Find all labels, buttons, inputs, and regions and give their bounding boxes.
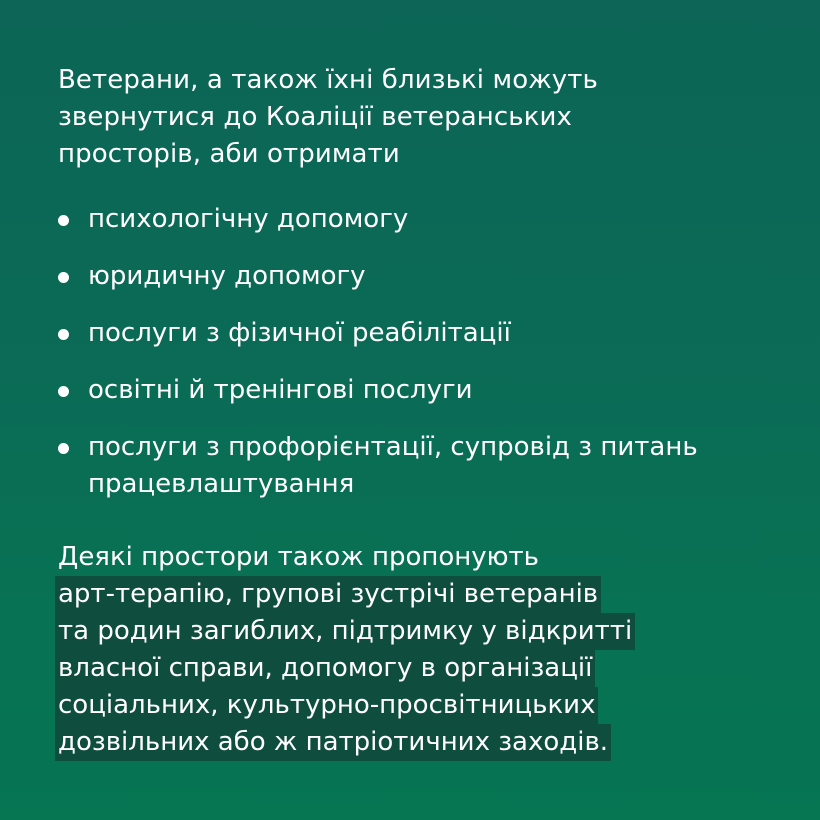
service-label: юридичну допомогу bbox=[88, 261, 366, 291]
bullet-dot-icon bbox=[58, 272, 69, 283]
bullet-dot-icon bbox=[58, 329, 69, 340]
service-item-rehabilitation bbox=[58, 315, 778, 352]
intro-paragraph bbox=[58, 62, 778, 173]
service-item-education bbox=[58, 372, 778, 409]
outro-line: Деякі простори також пропонують bbox=[58, 542, 539, 572]
intro-line: просторів, аби отримати bbox=[58, 139, 400, 169]
service-label: послуги з фізичної реабілітації bbox=[88, 318, 511, 348]
outro-line-highlighted: арт-терапію, групові зустрічі ветеранів bbox=[55, 576, 601, 613]
services-list bbox=[58, 201, 778, 503]
info-card bbox=[58, 62, 778, 761]
outro-line-highlighted: власної справи, допомогу в організації bbox=[55, 650, 595, 687]
service-item-psychological bbox=[58, 201, 778, 238]
service-label: послуги з профорієнтації, супровід з питань працевлаштування bbox=[88, 432, 698, 499]
intro-line: звернутися до Коаліції ветеранських bbox=[58, 102, 572, 132]
outro-line-highlighted: дозвільних або ж патріотичних заходів. bbox=[55, 724, 611, 761]
service-label: освітні й тренінгові послуги bbox=[88, 375, 473, 405]
bullet-dot-icon bbox=[58, 215, 69, 226]
outro-line-highlighted: соціальних, культурно-просвітницьких bbox=[55, 687, 598, 724]
outro-paragraph bbox=[58, 539, 778, 761]
bullet-dot-icon bbox=[58, 443, 69, 454]
outro-line-highlighted: та родин загиблих, підтримку у відкритті bbox=[55, 613, 635, 650]
intro-line: Ветерани, а також їхні близькі можуть bbox=[58, 65, 598, 95]
service-label: психологічну допомогу bbox=[88, 204, 409, 234]
bullet-dot-icon bbox=[58, 386, 69, 397]
service-item-legal bbox=[58, 258, 778, 295]
service-item-career bbox=[58, 429, 778, 503]
